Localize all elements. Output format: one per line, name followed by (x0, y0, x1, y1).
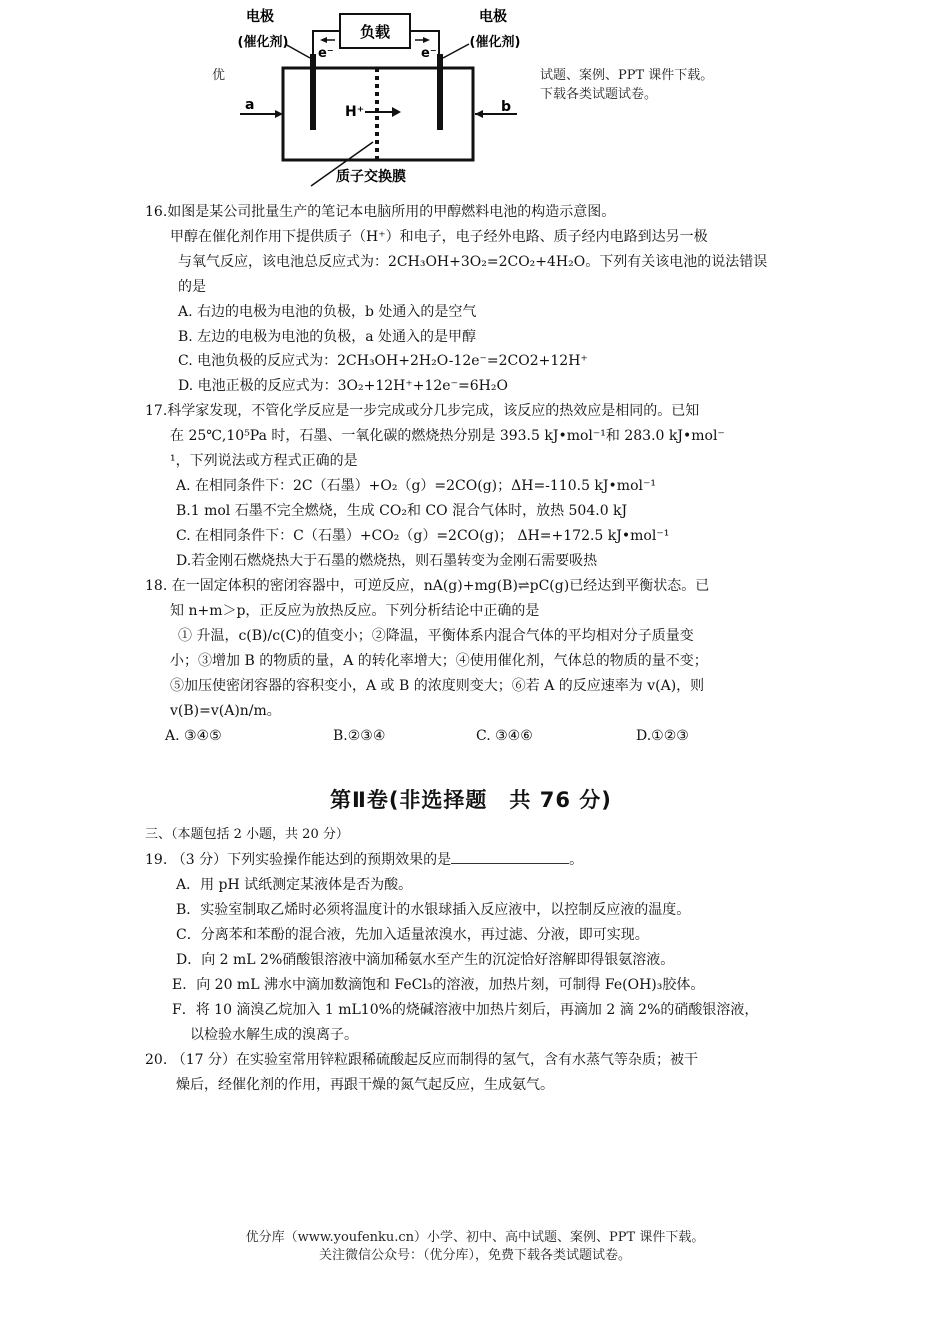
q19-option-d: D．向 2 mL 2%硝酸银溶液中滴加稀氨水至产生的沉淀恰好溶解即得银氨溶液。 (176, 952, 675, 968)
q18-option-b: B.②③④ (333, 728, 386, 744)
q17-option-b: B.1 mol 石墨不完全燃烧，生成 CO₂和 CO 混合气体时，放热 504.0 kJ (176, 503, 628, 519)
q19-option-f-2: 以检验水解生成的溴离子。 (190, 1027, 358, 1043)
q19-stem-text: 19. （3 分）下列实验操作能达到的预期效果的是 (145, 852, 452, 868)
catalyst-label-left: (催化剂) (237, 35, 289, 50)
electron-label-right: e⁻ (421, 46, 437, 61)
electron-label-left: e⁻ (318, 46, 334, 61)
pointer-right (443, 44, 469, 58)
q16-option-b: B. 左边的电极为电池的负极，a 处通入的是甲醇 (178, 329, 476, 345)
catalyst-label-right: (催化剂) (469, 35, 521, 50)
q18-option-d: D.①②③ (636, 728, 689, 744)
q18-statement-2: 小；③增加 B 的物质的量，A 的转化率增大；④使用催化剂，气体总的物质的量不变； (170, 653, 708, 669)
q16-stem-4: 的是 (178, 279, 206, 295)
q19-option-b: B．实验室制取乙烯时必须将温度计的水银球插入反应液中，以控制反应液的温度。 (176, 902, 691, 918)
q18-stem-1: 18. 在一固定体积的密闭容器中，可逆反应，nA(g)+mg(B)⇌pC(g)已经达到平衡状态。已 (145, 578, 710, 594)
inlet-a-label: a (245, 97, 255, 113)
section-title: 第Ⅱ卷(非选择题 共 76 分) (330, 788, 612, 812)
q20-stem-2: 燥后，经催化剂的作用，再跟干燥的氮气起反应，生成氨气。 (176, 1077, 554, 1093)
q19-option-f-1: F．将 10 滴溴乙烷加入 1 mL10%的烧碱溶液中加热片刻后，再滴加 2 滴 2%的硝酸银溶液， (172, 1002, 759, 1018)
footer-line-1: 优分库（www.youfenku.cn）小学、初中、高中试题、案例、PPT 课件下载。 (245, 1230, 705, 1245)
q19-stem (145, 851, 583, 869)
q16-stem-1: 16.如图是某公司批量生产的笔记本电脑所用的甲醇燃料电池的构造示意图。 (145, 204, 616, 220)
proton-arrow (392, 107, 401, 117)
q19-option-a: A．用 pH 试纸测定某液体是否为酸。 (176, 877, 413, 893)
q19-option-c: C．分离苯和苯酚的混合液，先加入适量浓溴水，再过滤、分液，即可实现。 (176, 927, 649, 943)
q17-stem-3: ¹，下列说法或方程式正确的是 (170, 453, 358, 469)
fuel-cell-diagram (225, 0, 545, 190)
electrode-label-left: 电极 (246, 9, 274, 25)
q17-option-a: A. 在相同条件下：2C（石墨）+O₂（g）=2CO(g)；ΔH=-110.5 kJ•mol⁻¹ (176, 478, 656, 494)
q20-stem-1: 20. （17 分）在实验室常用锌粒跟稀硫酸起反应而制得的氢气，含有水蒸气等杂质；被干 (145, 1052, 698, 1068)
part-three-heading: 三、（本题包括 2 小题，共 20 分） (145, 827, 349, 842)
q18-statement-3: ⑤加压使密闭容器的容积变小，A 或 B 的浓度则变大；⑥若 A 的反应速率为 v(A)，则 (170, 678, 705, 694)
membrane-label: 质子交换膜 (336, 169, 406, 185)
q16-option-a: A. 右边的电极为电池的负极，b 处通入的是空气 (178, 304, 477, 320)
header-watermark-line2: 下载各类试题试卷。 (540, 87, 658, 102)
q17-option-d: D.若金刚石燃烧热大于石墨的燃烧热，则石墨转变为金刚石需要吸热 (176, 553, 598, 569)
q18-statement-4: v(B)=v(A)n/m。 (170, 703, 281, 719)
electrode-left (310, 54, 316, 130)
header-watermark-left: 优 (212, 68, 226, 83)
q18-option-a: A. ③④⑤ (165, 728, 222, 744)
proton-label: H⁺ (345, 104, 365, 120)
q16-option-d: D. 电池正极的反应式为：3O₂+12H⁺+12e⁻=6H₂O (178, 378, 508, 394)
load-label: 负载 (359, 23, 391, 41)
electrode-right (437, 54, 443, 130)
q19-answer-blank[interactable] (451, 851, 569, 864)
q16-stem-2: 甲醇在催化剂作用下提供质子（H⁺）和电子，电子经外电路、质子经内电路到达另一极 (170, 229, 708, 245)
q16-option-c: C. 电池负极的反应式为：2CH₃OH+2H₂O-12e⁻=2CO2+12H⁺ (178, 353, 588, 369)
q17-stem-2: 在 25℃,10⁵Pa 时，石墨、一氧化碳的燃烧热分别是 393.5 kJ•mol⁻¹和 283.0 kJ•mol⁻ (170, 428, 725, 444)
inlet-b-label: b (501, 99, 512, 115)
q16-stem-3: 与氧气反应，该电池总反应式为：2CH₃OH+3O₂=2CO₂+4H₂O。下列有关该电池的说法错误 (178, 254, 768, 270)
electrode-label-right: 电极 (479, 9, 507, 25)
header-watermark-line1: 试题、案例、PPT 课件下载。 (540, 68, 714, 83)
q19-stem-end: 。 (569, 852, 584, 868)
q19-option-e: E．向 20 mL 沸水中滴加数滴饱和 FeCl₃的溶液，加热片刻，可制得 Fe(OH)₃胶体。 (172, 977, 705, 993)
pointer-left (285, 44, 310, 58)
q17-stem-1: 17.科学家发现，不管化学反应是一步完成或分几步完成，该反应的热效应是相同的。已知 (145, 403, 700, 419)
q17-option-c: C. 在相同条件下：C（石墨）+CO₂（g）=2CO(g)； ΔH=+172.5 kJ•mol⁻¹ (176, 528, 670, 544)
q18-statement-1: ① 升温，c(B)/c(C)的值变小；②降温，平衡体系内混合气体的平均相对分子质量变 (178, 628, 694, 644)
footer-line-2: 关注微信公众号：（优分库），免费下载各类试题试卷。 (318, 1248, 631, 1263)
q18-stem-2: 知 n+m＞p，正反应为放热反应。下列分析结论中正确的是 (170, 603, 540, 619)
q18-option-c: C. ③④⑥ (476, 728, 533, 744)
